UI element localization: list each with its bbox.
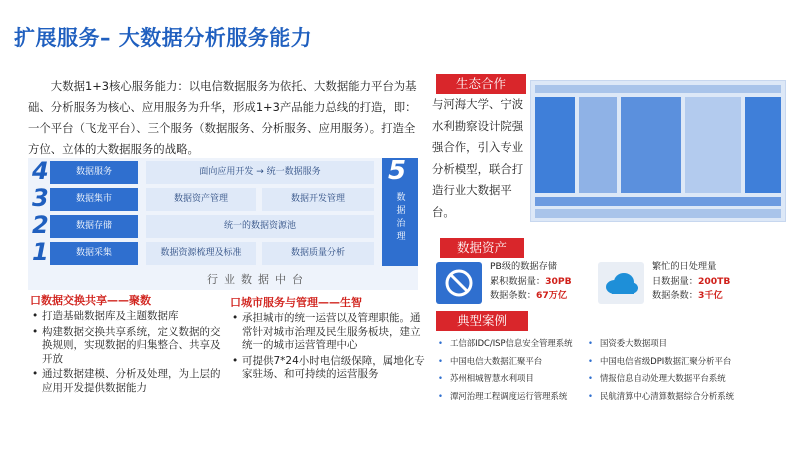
intro-paragraph: 大数据1+3核心服务能力：以电信数据服务为依托、大数据能力平台为基础、分析服务为核心、应用服务为升华，形成1+3产品能力总线的打造，即：一个平台（飞龙平台）、三个服务（数据服务、分析服务、应用服务）。打造全方位、立体的大数据服务的战略。	[28, 79, 417, 156]
cases-list-right	[586, 335, 786, 405]
asset-value: 30PB	[545, 275, 572, 287]
asset-label: 日数据量：	[652, 275, 698, 287]
asset-processing-text	[652, 260, 730, 304]
layer-cell: 数据资产管理	[146, 188, 256, 211]
layer-number: 4	[32, 157, 49, 185]
list-item: • 中国电信大数据汇聚平台	[436, 353, 596, 371]
asset-headline: PB级的数据存储	[490, 261, 557, 272]
cases-list-left	[436, 335, 596, 405]
layer-label: 数据集市	[50, 188, 138, 211]
list-item: • 打造基础数据库及主题数据库	[32, 310, 228, 324]
section-exchange-title: 口数据交换共享——聚数	[30, 294, 151, 307]
asset-label: 累积数据量：	[490, 275, 546, 287]
asset-storage-text	[490, 260, 572, 304]
layer-number: 3	[32, 184, 49, 212]
list-item: • 通过数据建模、分析及处理，为上层的应用开发提供数据能力	[32, 368, 228, 395]
ecology-tag: 生态合作	[436, 74, 526, 94]
list-item: • 中国电信省级DPI数据汇聚分析平台	[586, 353, 786, 371]
list-item: • 潭河治理工程调度运行管理系统	[436, 388, 596, 406]
list-item: • 情报信息自动处理大数据平台系统	[586, 370, 786, 388]
list-item: • 苏州相城智慧水利项目	[436, 370, 596, 388]
asset-value: 200TB	[697, 275, 731, 287]
layer-label: 数据服务	[50, 161, 138, 184]
asset-label: 数据条数：	[490, 290, 536, 301]
data-governance-column	[382, 158, 418, 266]
asset-headline: 繁忙的日处理量	[652, 261, 717, 272]
section-exchange-list	[32, 310, 228, 397]
layer-label: 数据存储	[50, 215, 138, 238]
cloud-icon	[598, 262, 644, 304]
layer-cell: 数据开发管理	[262, 188, 374, 211]
governance-number: 5	[388, 156, 407, 186]
platform-caption: 行业数据中台	[207, 273, 309, 286]
assets-tag: 数据资产	[440, 238, 524, 258]
page-title: 扩展服务– 大数据分析服务能力	[14, 26, 313, 50]
layer-cell: 数据资源梳理及标准	[146, 242, 256, 265]
list-item: • 民航清算中心清算数据综合分析系统	[586, 388, 786, 406]
layer-cell: 面向应用开发 → 统一数据服务	[146, 161, 374, 184]
ecology-text: 与河海大学、宁波水利勘察设计院强强合作，引入专业分析模型，联合打造行业大数据平台。	[432, 97, 524, 219]
asset-value: 67万亿	[535, 290, 568, 301]
section-city-list	[232, 312, 428, 384]
layer-cell: 数据质量分析	[262, 242, 374, 265]
layer-number: 1	[32, 238, 49, 266]
layer-label: 数据采集	[50, 242, 138, 265]
list-item: • 国资委大数据项目	[586, 335, 786, 353]
layer-cell: 统一的数据资源池	[146, 215, 374, 238]
layer-number: 2	[32, 211, 49, 239]
architecture-diagram	[530, 80, 786, 222]
list-item: • 承担城市的统一运营以及管理职能。通常针对城市治理及民生服务板块，建立统一的城市运营管理中心	[232, 312, 428, 353]
cases-tag: 典型案例	[436, 311, 528, 331]
asset-label: 数据条数：	[652, 290, 698, 301]
list-item: • 工信部IDC/ISP信息安全管理系统	[436, 335, 596, 353]
asset-value: 3千亿	[697, 290, 723, 301]
storage-icon	[436, 262, 482, 304]
governance-label: 数据治理	[396, 193, 406, 242]
section-city-title: 口城市服务与管理——生智	[230, 296, 362, 309]
list-item: • 可提供7*24小时电信级保障，属地化专家驻场、和可持续的运营服务	[232, 355, 428, 382]
list-item: • 构建数据交换共享系统，定义数据的交换规则，实现数据的归集整合、共享及开放	[32, 326, 228, 367]
capability-layer-diagram	[28, 158, 418, 290]
